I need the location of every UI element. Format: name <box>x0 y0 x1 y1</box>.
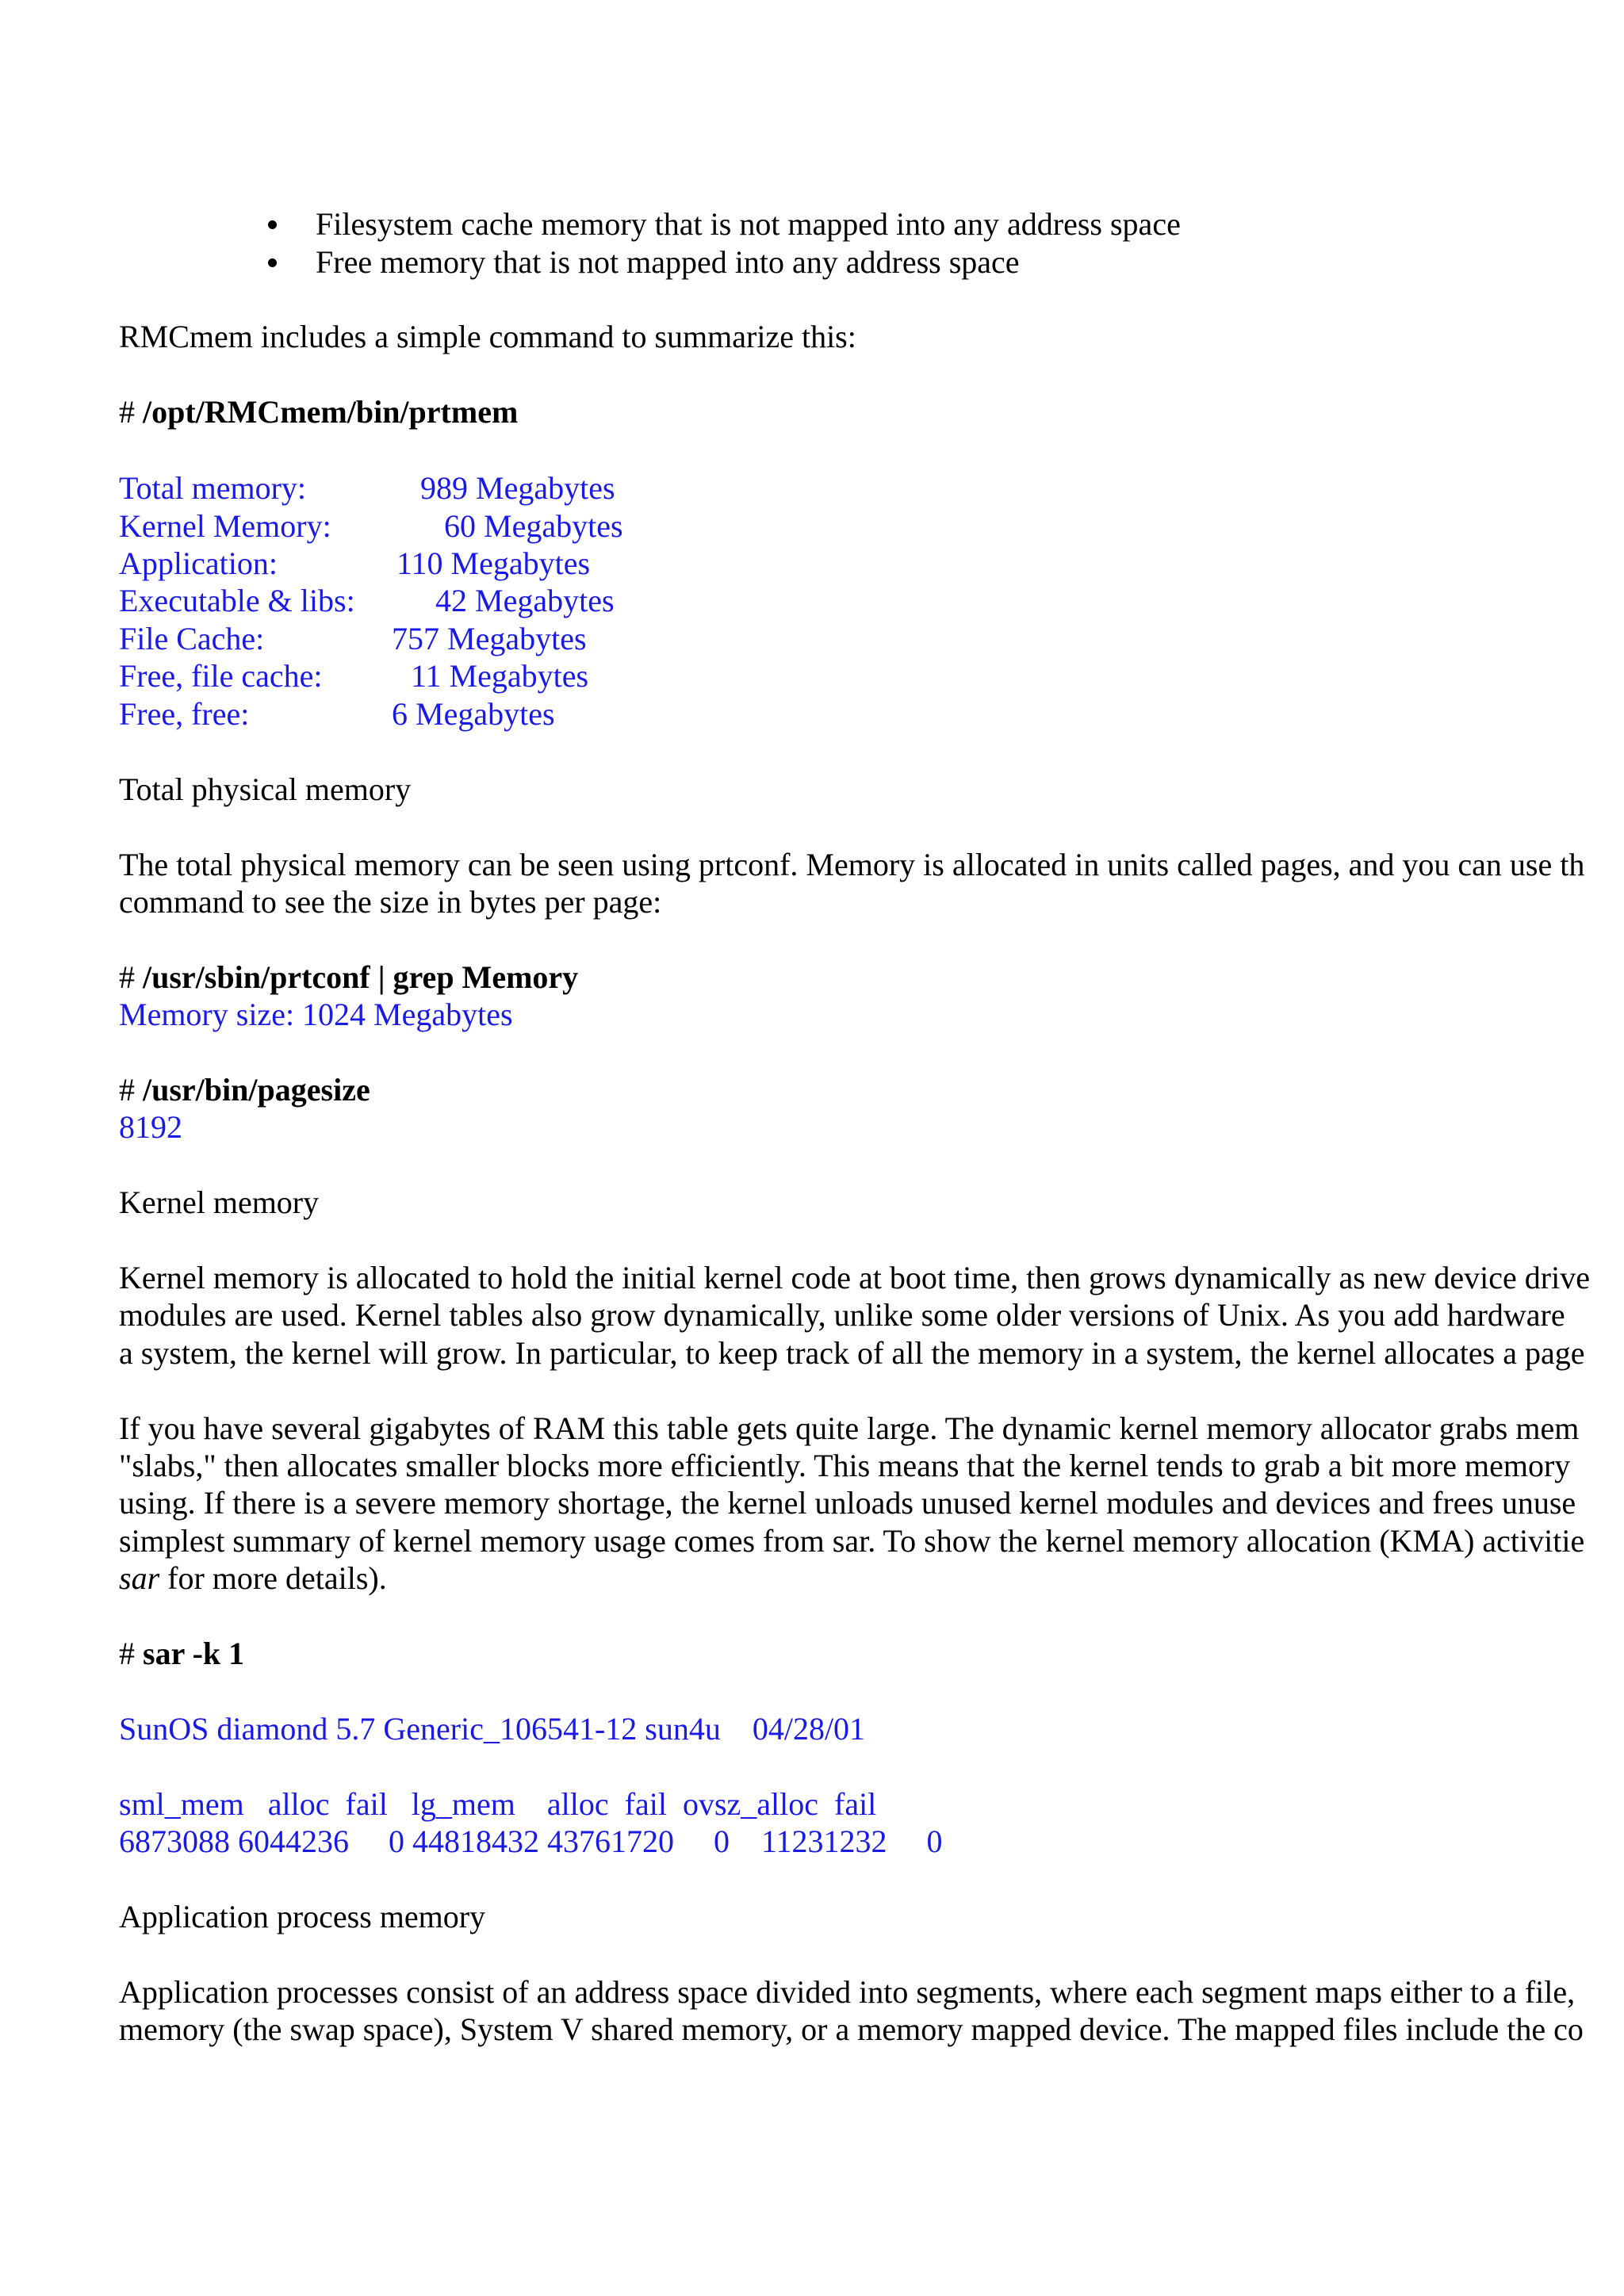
output-label-total-memory: Total memory: <box>119 470 307 506</box>
paragraph-line: simplest summary of kernel memory usage comes from sar. To show the kernel memory allocation (KMA) activitie <box>119 1523 1585 1559</box>
bullet-dot <box>268 258 277 267</box>
section-heading-total-physical: Total physical memory <box>119 771 412 807</box>
paragraph-line: If you have several gigabytes of RAM this table gets quite large. The dynamic kernel memory allocator grabs mem <box>119 1410 1580 1446</box>
section-heading-kernel: Kernel memory <box>119 1184 320 1220</box>
paragraph-line: a system, the kernel will grow. In particular, to keep track of all the memory in a system, the kernel allocates a page <box>119 1335 1585 1371</box>
output-value-total-memory: 989 Megabytes <box>420 470 615 506</box>
command-output-sar-header: sml_mem alloc fail lg_mem alloc fail ovsz_alloc fail <box>119 1786 877 1822</box>
command-output-prtconf: Memory size: 1024 Megabytes <box>119 997 513 1032</box>
output-label-executable-libs: Executable & libs: <box>119 583 355 618</box>
paragraph-line: Kernel memory is allocated to hold the initial kernel code at boot time, then grows dynamically as new device drive <box>119 1260 1590 1295</box>
paragraph-line: "slabs," then allocates smaller blocks more efficiently. This means that the kernel tends to grab a bit more memory <box>119 1448 1571 1483</box>
command-text: /opt/RMCmem/bin/prtmem <box>143 394 519 430</box>
command-output-pagesize: 8192 <box>119 1109 182 1145</box>
output-label-kernel-memory: Kernel Memory: <box>119 508 331 544</box>
command-output-sar-values: 6873088 6044236 0 44818432 43761720 0 11231232 0 <box>119 1823 943 1859</box>
paragraph-line: memory (the swap space), System V shared memory, or a memory mapped device. The mapped files include the co <box>119 2011 1584 2047</box>
command-line-prtconf <box>119 959 578 997</box>
output-value-kernel-memory: 60 Megabytes <box>444 508 623 544</box>
command-text: /usr/bin/pagesize <box>143 1072 370 1108</box>
command-line-pagesize <box>119 1071 370 1109</box>
command-text: /usr/sbin/prtconf | grep Memory <box>143 959 579 995</box>
command-prompt: # <box>119 959 143 995</box>
command-prompt: # <box>119 1072 143 1108</box>
paragraph-line: Application processes consist of an address space divided into segments, where each segment maps either to a file, <box>119 1974 1576 2010</box>
output-value-file-cache: 757 Megabytes <box>392 621 587 656</box>
output-label-free-free: Free, free: <box>119 696 250 732</box>
bullet-dot <box>268 220 277 229</box>
italic-term: sar <box>119 1560 160 1596</box>
command-prompt: # <box>119 394 143 430</box>
output-label-file-cache: File Cache: <box>119 621 265 656</box>
command-output-sar-system: SunOS diamond 5.7 Generic_106541-12 sun4u 04/28/01 <box>119 1711 866 1747</box>
output-label-free-file-cache: Free, file cache: <box>119 658 323 694</box>
paragraph-line <box>119 1559 387 1598</box>
output-value-executable-libs: 42 Megabytes <box>435 583 615 618</box>
intro-paragraph: RMCmem includes a simple command to summarize this: <box>119 319 856 354</box>
command-text: sar -k 1 <box>143 1636 245 1671</box>
output-label-application: Application: <box>119 545 278 581</box>
bullet-item: Free memory that is not mapped into any address space <box>316 244 1020 280</box>
section-heading-application: Application process memory <box>119 1899 486 1934</box>
paragraph-line: command to see the size in bytes per page: <box>119 884 662 920</box>
output-value-free-free: 6 Megabytes <box>392 696 555 732</box>
command-line-prtmem <box>119 393 518 431</box>
output-value-free-file-cache: 11 Megabytes <box>411 658 589 694</box>
paragraph-line: modules are used. Kernel tables also grow dynamically, unlike some older versions of Unix. As you add hardware <box>119 1297 1565 1333</box>
paragraph-line: using. If there is a severe memory shortage, the kernel unloads unused kernel modules and devices and frees unuse <box>119 1485 1576 1521</box>
bullet-item: Filesystem cache memory that is not mapped into any address space <box>316 206 1181 242</box>
command-prompt: # <box>119 1636 143 1671</box>
command-line-sar <box>119 1635 244 1673</box>
paragraph-line: The total physical memory can be seen using prtconf. Memory is allocated in units called pages, and you can use th <box>119 847 1585 882</box>
output-value-application: 110 Megabytes <box>396 545 591 581</box>
paragraph-text: for more details). <box>159 1560 387 1596</box>
